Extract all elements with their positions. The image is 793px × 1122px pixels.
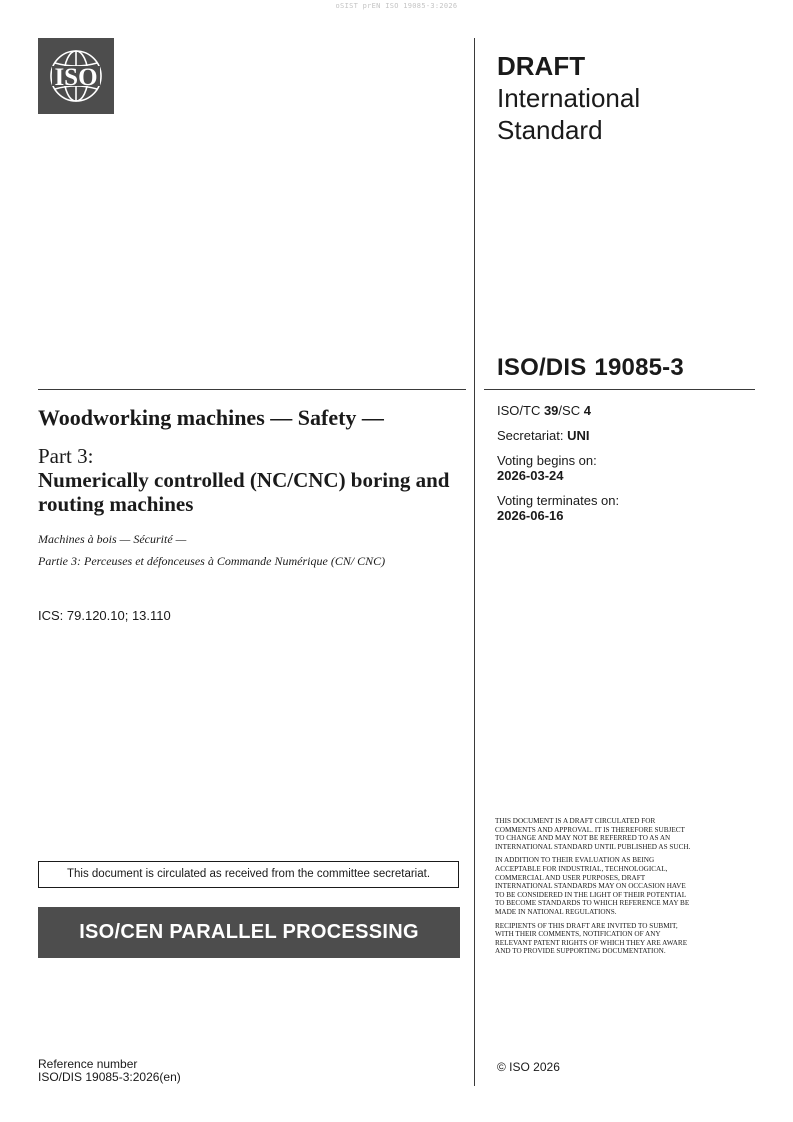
document-metadata — [497, 403, 747, 533]
doc-type-line1: DRAFT — [497, 51, 586, 81]
reference-value: ISO/DIS 19085-3:2026(en) — [38, 1070, 181, 1084]
iso-globe-icon — [38, 38, 114, 114]
column-divider — [474, 38, 475, 1086]
secretariat-value: UNI — [567, 428, 590, 443]
iso-logo-text: ISO — [54, 64, 98, 91]
main-title: Woodworking machines — Safety — — [38, 405, 384, 430]
voting-terminates-date: 2026-06-16 — [497, 508, 564, 523]
tc-number: 39 — [543, 403, 559, 418]
tc-prefix: ISO/TC — [497, 403, 544, 418]
voting-begins-label: Voting begins on: — [497, 453, 597, 468]
standard-number — [497, 354, 684, 382]
parallel-processing-banner: ISO/CEN PARALLEL PROCESSING — [38, 907, 460, 958]
part-title: Numerically controlled (NC/CNC) boring and routing machines — [38, 468, 450, 516]
french-title: Machines à bois — Sécurité — — [38, 532, 187, 546]
title-block — [38, 404, 468, 569]
notice-paragraph-1: THIS DOCUMENT IS A DRAFT CIRCULATED FOR COMMENTS AND APPROVAL. IT IS THEREFORE SUBJECT TO CHANGE AND MAY NOT BE REFERRED TO AS AN INTERNATIONAL STANDARD UNTIL PUBLISHED AS SUCH. — [495, 817, 691, 851]
standard-prefix: ISO/DIS — [497, 354, 587, 381]
reference-label: Reference number — [38, 1057, 138, 1071]
standard-number-value: 19085-3 — [594, 354, 684, 381]
title-rule-right — [484, 389, 755, 390]
document-type — [497, 50, 640, 146]
secretariat-label: Secretariat: — [497, 428, 568, 443]
doc-type-line2: International — [497, 83, 641, 113]
sc-prefix: /SC — [558, 403, 584, 418]
iso-logo — [38, 38, 114, 114]
notice-paragraph-3: RECIPIENTS OF THIS DRAFT ARE INVITED TO SUBMIT, WITH THEIR COMMENTS, NOTIFICATION OF ANY RELEVANT PATENT RIGHTS OF WHICH THEY ARE AWARE AND TO PROVIDE SUPPORTING DOCUMENTATION. — [495, 921, 688, 956]
doc-type-line3: Standard — [497, 115, 603, 145]
voting-begins — [497, 453, 747, 483]
voting-terminates-label: Voting terminates on: — [497, 493, 620, 508]
secretariat — [497, 428, 747, 443]
notice-paragraph-2: IN ADDITION TO THEIR EVALUATION AS BEING ACCEPTABLE FOR INDUSTRIAL, TECHNOLOGICAL, COMMERCIAL AND USER PURPOSES, DRAFT INTERNATIONAL STANDARDS MAY ON OCCASION HAVE TO BE CONSIDERED IN THE LIGHT OF THEIR POTENTIAL TO BECOME STANDARDS TO WHICH REFERENCE MAY BE MADE IN NATIONAL REGULATIONS. — [495, 856, 690, 916]
draft-notice — [495, 817, 695, 961]
ics-codes: ICS: 79.120.10; 13.110 — [38, 608, 171, 623]
circulated-note: This document is circulated as received from the committee secretariat. — [38, 861, 459, 888]
voting-terminates — [497, 493, 747, 523]
copyright: © ISO 2026 — [497, 1060, 560, 1074]
watermark: oSIST prEN ISO 19085-3:2026 — [335, 2, 458, 10]
part-label: Part 3: — [38, 444, 94, 468]
reference-number — [38, 1058, 181, 1084]
french-part-title: Partie 3: Perceuses et défonceuses à Commande Numérique (CN/ CNC) — [38, 554, 386, 568]
voting-begins-date: 2026-03-24 — [497, 468, 564, 483]
title-rule-left — [38, 389, 466, 390]
committee — [497, 403, 747, 418]
sc-number: 4 — [583, 403, 591, 418]
